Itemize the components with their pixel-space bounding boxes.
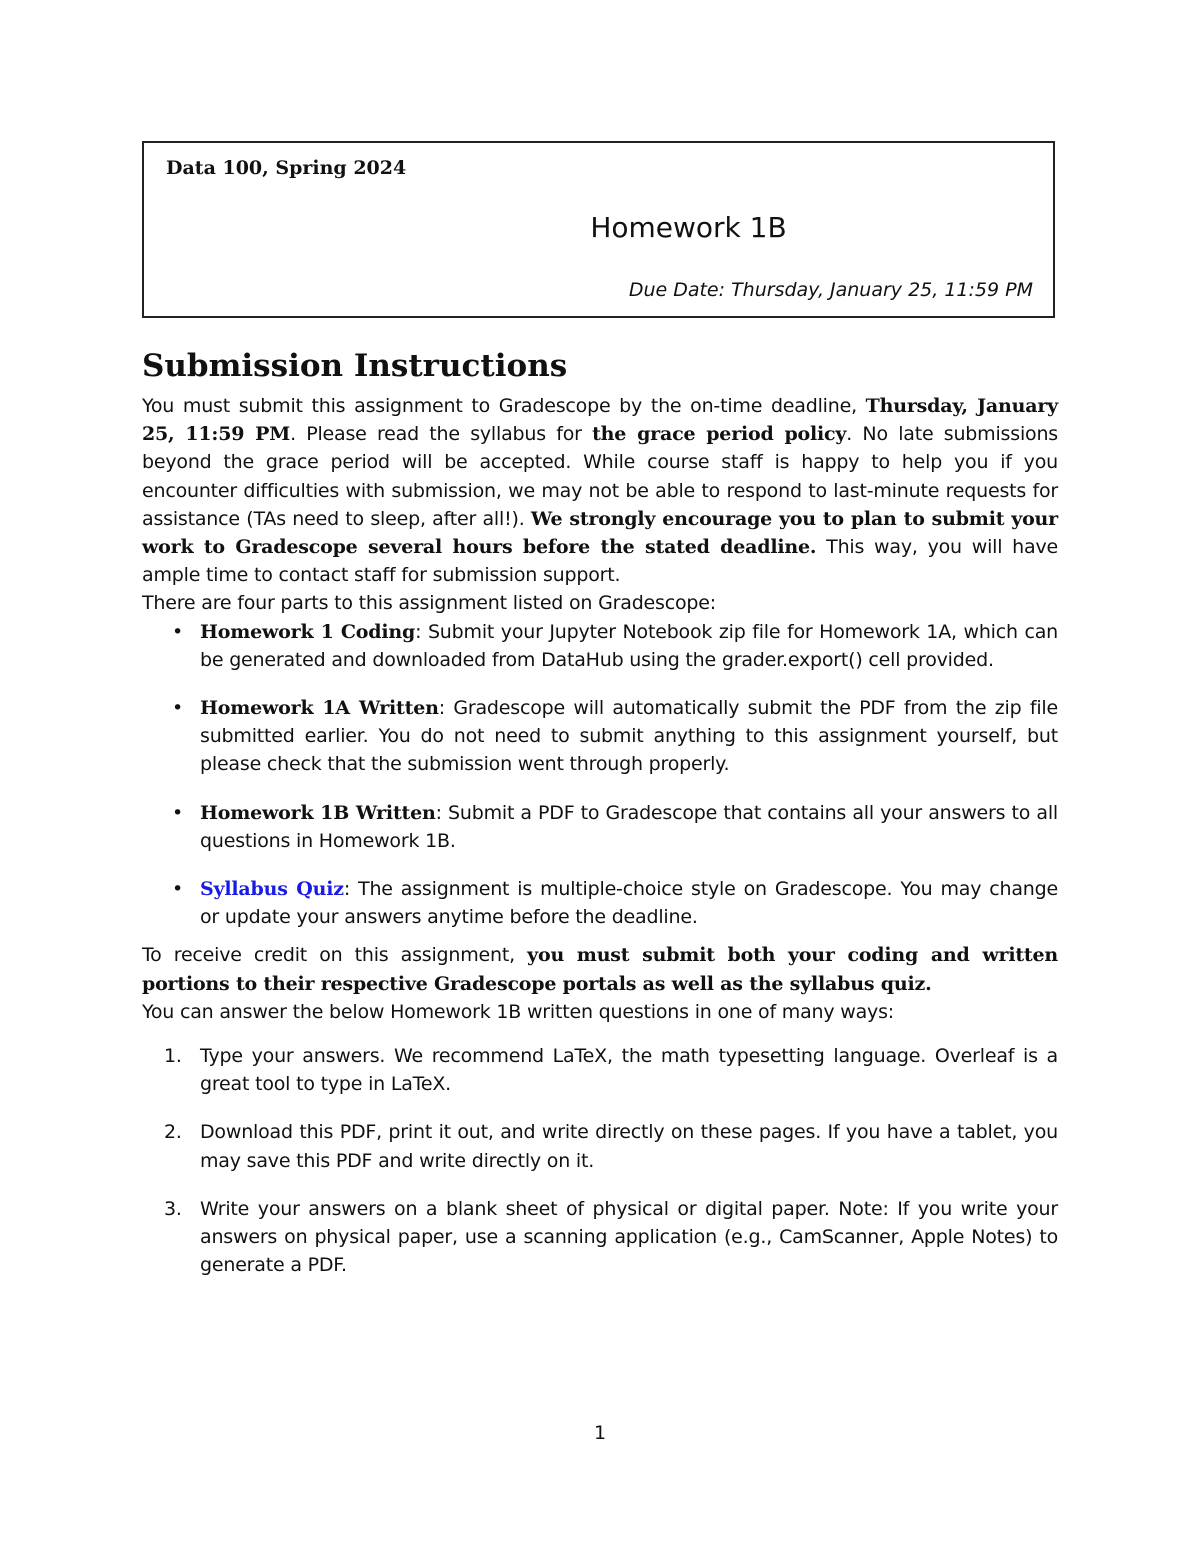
page-number: 1 <box>593 1422 607 1444</box>
list-item <box>142 1118 1058 1174</box>
bullet-icon: • <box>172 620 184 643</box>
part-name: Homework 1 Coding <box>200 620 416 643</box>
intro-deadline: Thursday, January 25, 11:59 PM <box>142 395 1058 446</box>
item-number: 2. <box>164 1121 182 1144</box>
list-item <box>142 799 1058 855</box>
intro-paragraph <box>142 392 1058 589</box>
intro-text-1: You must submit this assignment to Gradescope by the on-time deadline, <box>142 395 866 417</box>
credit-paragraph <box>142 941 1058 997</box>
list-item <box>142 694 1058 779</box>
header-box <box>142 141 1055 318</box>
way-text: Download this PDF, print it out, and write directly on these pages. If you have a tablet, you may save this PDF and write directly on it. <box>200 1121 1058 1172</box>
way-text: Type your answers. We recommend LaTeX, the math typesetting language. Overleaf is a great tool to type in LaTeX. <box>200 1045 1058 1096</box>
part-text: : Submit your Jupyter Notebook zip file for Homework 1A, which can be generated and downloaded from DataHub using the grader.export() cell provided. <box>200 620 1059 671</box>
course-name: Data 100, Spring 2024 <box>166 157 407 179</box>
syllabus-quiz-link[interactable]: Syllabus Quiz <box>200 878 344 901</box>
bullet-icon: • <box>172 697 184 720</box>
list-item <box>142 1042 1058 1098</box>
intro-grace-policy: the grace period policy <box>592 423 847 446</box>
intro-text-2: . Please read the syllabus for <box>290 423 593 446</box>
credit-requirement: you must submit both your coding and written portions to their respective Gradescope portals as well as the syllabus quiz. <box>142 944 1058 995</box>
due-date: Due Date: Thursday, January 25, 11:59 PM <box>628 279 1033 301</box>
item-number: 3. <box>164 1197 182 1220</box>
part-name: Homework 1A Written <box>200 697 439 720</box>
list-item <box>142 618 1058 674</box>
part-text: : The assignment is multiple-choice style on Gradescope. You may change or update your answers anytime before the deadline. <box>200 878 1058 929</box>
parts-intro: There are four parts to this assignment listed on Gradescope: <box>142 592 716 615</box>
main-content <box>142 340 1058 1279</box>
item-number: 1. <box>164 1045 182 1068</box>
intro-encourage: We strongly encourage you to plan to submit your work to Gradescope several hours before the stated deadline. <box>142 507 1058 559</box>
parts-list <box>142 618 1058 932</box>
way-text: Write your answers on a blank sheet of physical or digital paper. Note: If you write your answers on physical paper, use a scanning application (e.g., CamScanner, Apple Notes) to generate a PDF. <box>200 1197 1058 1277</box>
ways-list <box>142 1042 1058 1279</box>
part-text: : Submit a PDF to Gradescope that contains all your answers to all questions in Homework 1B. <box>200 801 1058 852</box>
part-name: Homework 1B Written <box>200 801 436 824</box>
intro-text-4: This way, you will have ample time to contact staff for submission support. <box>142 536 1058 587</box>
ways-intro: You can answer the below Homework 1B written questions in one of many ways: <box>142 1000 895 1023</box>
assignment-title: Homework 1B <box>590 211 787 244</box>
credit-text: To receive credit on this assignment, <box>142 944 528 967</box>
list-item <box>142 875 1058 931</box>
bullet-icon: • <box>172 878 184 901</box>
intro-text-3: . No late submissions beyond the grace period will be accepted. While course staff is happy to help you if you encounter difficulties with submission, we may not be able to respond to last-minute requests for assistance (TAs need to sleep, after all!). <box>142 423 1058 530</box>
part-text: : Gradescope will automatically submit the PDF from the zip file submitted earlier. You do not need to submit anything to this assignment yourself, but please check that the submission went through properly. <box>200 697 1058 776</box>
bullet-icon: • <box>172 801 184 824</box>
section-title: Submission Instructions <box>142 348 568 384</box>
list-item <box>142 1195 1058 1280</box>
